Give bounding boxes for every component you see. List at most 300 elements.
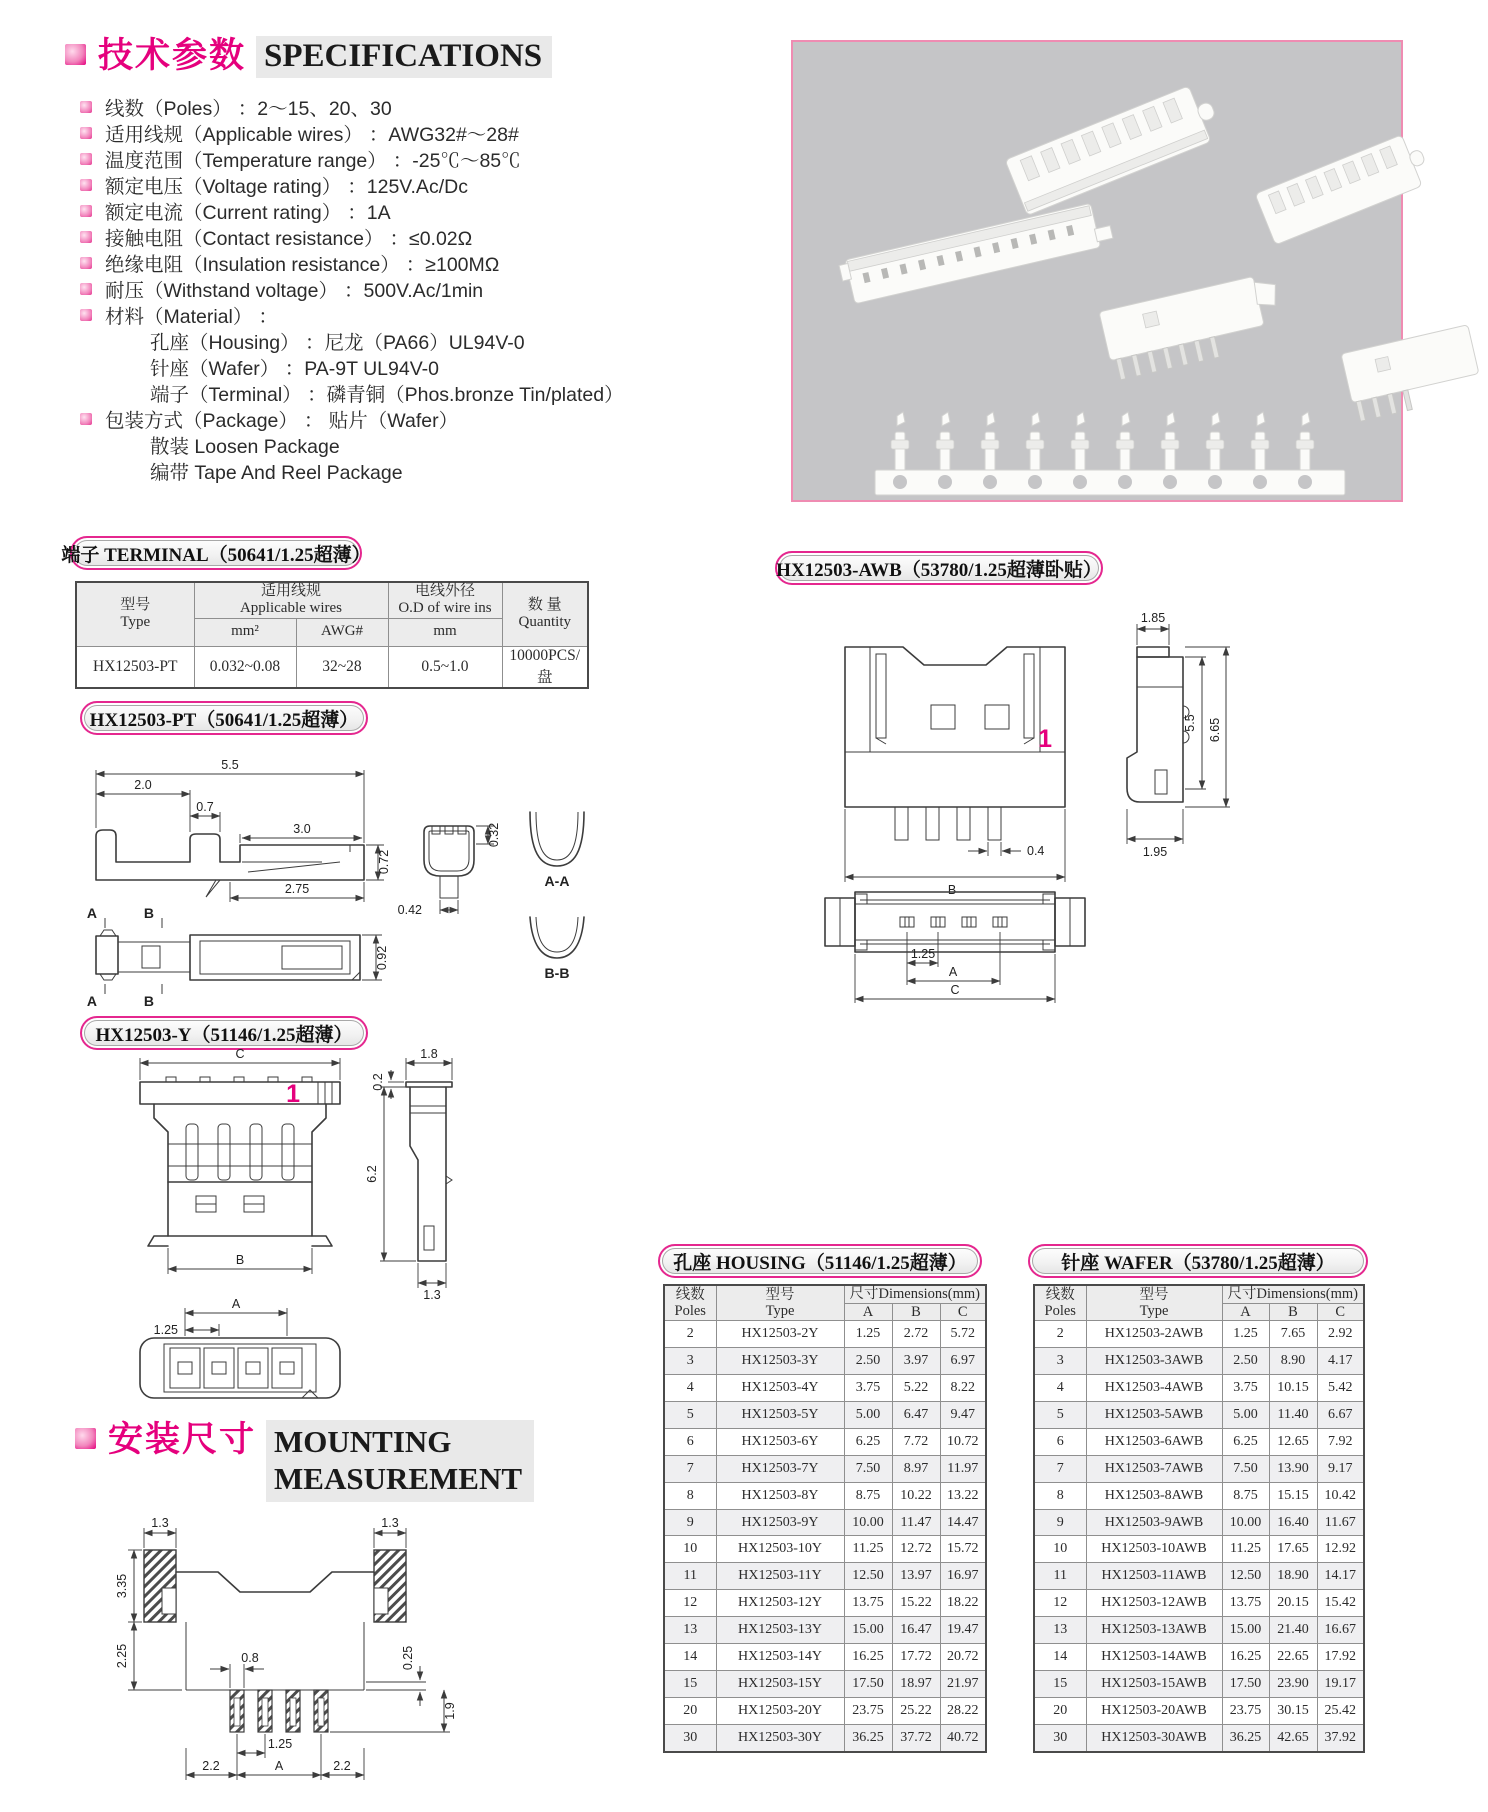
table-cell: 10.72 (940, 1428, 986, 1455)
y-dim-foot: 1.3 (423, 1288, 441, 1302)
pt-dim-tab: 0.7 (196, 800, 214, 814)
spec-value: ：AWG32#～28# (368, 124, 519, 146)
wafer-badge-label: 针座 WAFER（53780/1.25超薄） (1061, 1252, 1335, 1274)
spec-value: ：≤0.02Ω (389, 228, 473, 250)
table-cell: HX12503-15AWB (1086, 1670, 1222, 1697)
y-dim-B: B (235, 1253, 245, 1267)
table-row (1034, 1348, 1364, 1375)
housing-col-dims: 尺寸Dimensions(mm) (844, 1285, 986, 1303)
table-cell: HX12503-11AWB (1086, 1563, 1222, 1590)
table-cell: 12.72 (892, 1536, 940, 1563)
spec-item (80, 224, 720, 250)
table-cell: 10000PCS/盘 (502, 646, 588, 688)
terminal-table (75, 581, 589, 689)
table-row (1034, 1697, 1364, 1724)
pt-mark-b-top: B (143, 905, 154, 921)
housing-col-type-zh: 型号 (765, 1286, 795, 1303)
table-row (1034, 1455, 1364, 1482)
table-cell: 21.97 (940, 1670, 986, 1697)
wafer-col-poles-en: Poles (1044, 1303, 1076, 1320)
table-cell: 3 (1034, 1348, 1086, 1375)
pt-bottom-view (87, 905, 389, 1009)
table-cell: 6 (664, 1428, 716, 1455)
table-cell: 4 (1034, 1375, 1086, 1402)
table-cell: HX12503-13Y (716, 1617, 844, 1644)
table-cell: 13.97 (892, 1563, 940, 1590)
table-cell: 17.92 (1317, 1644, 1364, 1671)
table-cell: HX12503-8AWB (1086, 1482, 1222, 1509)
table-cell: 11.25 (1222, 1536, 1269, 1563)
table-cell: 20 (664, 1697, 716, 1724)
table-cell: 20.15 (1269, 1590, 1317, 1617)
spec-value: ：500V.Ac/1min (344, 280, 484, 302)
table-row (664, 1455, 986, 1482)
y-bottom-view (140, 1297, 340, 1398)
spec-sub-text: 孔座（Housing） ：尼龙（PA66）UL94V-0 (150, 332, 525, 354)
mounting-pads-top (144, 1550, 406, 1622)
y-dim-w: 1.8 (420, 1047, 438, 1061)
col-header-awg: AWG# (296, 618, 388, 646)
spec-label: 接触电阻（Contact resistance） (105, 228, 384, 250)
table-cell: HX12503-5Y (716, 1402, 844, 1429)
table-row (1034, 1509, 1364, 1536)
table-cell: 10 (1034, 1536, 1086, 1563)
pt-badge-label: HX12503-PT（50641/1.25超薄） (89, 709, 359, 731)
awb-front-view (845, 647, 1065, 897)
table-cell: 6.67 (1317, 1402, 1364, 1429)
housing-col-poles (664, 1285, 716, 1321)
awb-technical-drawing (700, 592, 1460, 1092)
table-cell: 10.22 (892, 1482, 940, 1509)
bullet-icon (80, 231, 92, 243)
awb-dim-h1: 5.5 (1183, 714, 1197, 732)
table-cell: 4.17 (1317, 1348, 1364, 1375)
spec-value: ：125V.Ac/Dc (347, 176, 468, 198)
table-cell: 16.47 (892, 1617, 940, 1644)
table-row (1034, 1402, 1364, 1429)
pt-section-bb (530, 917, 584, 981)
mounting-dim-h2: 2.25 (115, 1643, 129, 1669)
table-cell: HX12503-4AWB (1086, 1375, 1222, 1402)
table-cell: 2 (1034, 1321, 1086, 1348)
bullet-icon (80, 205, 92, 217)
table-row (1034, 1590, 1364, 1617)
awb-dim-C: C (950, 983, 960, 997)
spec-subitem (80, 458, 720, 484)
table-cell: 8.22 (940, 1375, 986, 1402)
table-cell: HX12503-10Y (716, 1536, 844, 1563)
mounting-dim-side-r: 2.2 (333, 1759, 351, 1773)
table-row (1034, 1536, 1364, 1563)
table-cell: 14 (664, 1644, 716, 1671)
spec-subitem (80, 354, 720, 380)
table-cell: 13.90 (1269, 1455, 1317, 1482)
table-cell: 5.00 (844, 1402, 892, 1429)
table-cell: 8 (1034, 1482, 1086, 1509)
wafer-col-type-zh: 型号 (1139, 1286, 1169, 1303)
table-row (664, 1670, 986, 1697)
bullet-icon (80, 283, 92, 295)
spec-item (80, 276, 720, 302)
table-cell: 6.97 (940, 1348, 986, 1375)
pt-dim-crimp-w: 0.42 (397, 903, 422, 917)
table-cell: 15.42 (1317, 1590, 1364, 1617)
table-cell: 5.22 (892, 1375, 940, 1402)
table-cell: 28.22 (940, 1697, 986, 1724)
table-cell: HX12503-30Y (716, 1724, 844, 1751)
table-cell: 16.97 (940, 1563, 986, 1590)
table-row (664, 1724, 986, 1751)
mounting-profile (176, 1572, 374, 1592)
table-cell: 11 (664, 1563, 716, 1590)
table-row (664, 1697, 986, 1724)
housing-badge-label: 孔座 HOUSING（51146/1.25超薄） (673, 1252, 967, 1274)
table-cell: 7 (1034, 1455, 1086, 1482)
wafer-col-poles-zh: 线数 (1045, 1286, 1075, 1303)
awb-dim-h2: 6.65 (1208, 717, 1222, 743)
wafer-table (1033, 1284, 1365, 1753)
table-cell: 30.15 (1269, 1697, 1317, 1724)
mounting-dim-pad-r: 1.3 (381, 1516, 399, 1530)
table-row (1034, 1724, 1364, 1751)
pt-dim-total: 5.5 (221, 758, 239, 772)
table-cell: 12.50 (844, 1563, 892, 1590)
housing-col-poles-en: Poles (674, 1303, 706, 1320)
spec-item (80, 146, 720, 172)
spec-label: 材料（Material） (105, 306, 253, 328)
table-cell: 17.65 (1269, 1536, 1317, 1563)
table-cell: 22.65 (1269, 1644, 1317, 1671)
table-cell: 19.47 (940, 1617, 986, 1644)
table-cell: 6.25 (1222, 1428, 1269, 1455)
awb-dim-B: B (947, 883, 957, 897)
product-photo (791, 40, 1403, 502)
col-header-od-zh: 电线外径 (414, 583, 475, 599)
table-cell: 7.65 (1269, 1321, 1317, 1348)
pt-mark-b-bottom: B (143, 993, 154, 1009)
mounting-pads-bottom (230, 1690, 328, 1732)
table-cell: 8.75 (844, 1482, 892, 1509)
table-cell: HX12503-15Y (716, 1670, 844, 1697)
table-cell: 10 (664, 1536, 716, 1563)
awb-bottom-view (825, 892, 1085, 1003)
mounting-drawing (115, 1508, 490, 1808)
table-cell: 16.40 (1269, 1509, 1317, 1536)
section-bullet-icon (75, 1428, 96, 1449)
table-row (664, 1509, 986, 1536)
mounting-title-en (266, 1420, 534, 1502)
spec-item (80, 250, 720, 276)
table-cell: HX12503-14AWB (1086, 1644, 1222, 1671)
table-row (1034, 1644, 1364, 1671)
pt-section-bb-label: B-B (544, 965, 570, 981)
col-header-type (76, 582, 194, 646)
spec-item (80, 94, 720, 120)
table-cell: 7.92 (1317, 1428, 1364, 1455)
table-cell: 9.47 (940, 1402, 986, 1429)
y-badge-label: HX12503-Y（51146/1.25超薄） (95, 1024, 353, 1046)
pt-section-aa-label: A-A (544, 873, 570, 889)
housing-table (663, 1284, 987, 1753)
table-row (1034, 1617, 1364, 1644)
table-cell: 18.90 (1269, 1563, 1317, 1590)
table-cell: HX12503-10AWB (1086, 1536, 1222, 1563)
table-cell: HX12503-8Y (716, 1482, 844, 1509)
table-cell: HX12503-13AWB (1086, 1617, 1222, 1644)
spec-item (80, 172, 720, 198)
table-cell: 6 (1034, 1428, 1086, 1455)
spec-label: 包装方式（Package） (105, 410, 298, 432)
table-cell: 5.72 (940, 1321, 986, 1348)
col-header-wires-en: Applicable wires (239, 600, 343, 617)
y-pins (168, 1124, 312, 1180)
housing-col-type-en: Type (765, 1303, 795, 1320)
mounting-dim-slot: 0.8 (241, 1651, 259, 1665)
table-row (664, 1402, 986, 1429)
table-row (664, 1482, 986, 1509)
table-cell: 23.75 (1222, 1697, 1269, 1724)
mounting-dim-ph: 1.9 (443, 1702, 457, 1720)
table-cell: 3.97 (892, 1348, 940, 1375)
table-row (664, 1428, 986, 1455)
col-header-wires-zh: 适用线规 (260, 583, 321, 599)
pt-dim-tail: 2.75 (284, 882, 310, 896)
spec-list (80, 94, 720, 484)
table-cell: HX12503-9AWB (1086, 1509, 1222, 1536)
table-row (1034, 1563, 1364, 1590)
wafer-badge (1028, 1244, 1368, 1278)
pt-technical-drawing (72, 740, 612, 1012)
bullet-icon (80, 127, 92, 139)
mounting-section-header (75, 1420, 534, 1502)
pt-mark-a-top: A (86, 905, 97, 921)
table-cell: HX12503-PT (76, 646, 194, 688)
table-row (664, 1321, 986, 1348)
table-row (1034, 1321, 1364, 1348)
col-header-mm2: mm² (194, 618, 296, 646)
spec-value: ： 贴片（Wafer） (303, 410, 459, 432)
table-cell: 11.40 (1269, 1402, 1317, 1429)
y-dim-plate: 0.2 (371, 1073, 385, 1091)
terminal-badge-label: 端子 TERMINAL（50641/1.25超薄） (61, 544, 371, 566)
pt-section-aa (530, 812, 584, 889)
table-cell: 20 (1034, 1697, 1086, 1724)
awb-dim-pitch: 1.25 (910, 947, 936, 961)
table-row (1034, 1482, 1364, 1509)
spec-label: 额定电压（Voltage rating） (105, 176, 342, 198)
table-row (664, 1563, 986, 1590)
table-cell: 14.17 (1317, 1563, 1364, 1590)
mounting-title-en1: MOUNTING (274, 1424, 452, 1459)
pt-badge (80, 701, 368, 735)
y-badge (80, 1016, 368, 1050)
table-cell: 7.50 (844, 1455, 892, 1482)
spec-section-header (65, 36, 552, 78)
table-cell: HX12503-2Y (716, 1321, 844, 1348)
table-cell: HX12503-6Y (716, 1428, 844, 1455)
table-cell: 42.65 (1269, 1724, 1317, 1751)
table-cell: 15.00 (1222, 1617, 1269, 1644)
table-cell: 2.72 (892, 1321, 940, 1348)
pt-dim-bottom-h: 0.92 (375, 945, 389, 971)
table-cell: HX12503-3Y (716, 1348, 844, 1375)
table-cell: 8 (664, 1482, 716, 1509)
table-row (1034, 1428, 1364, 1455)
spec-value: ：≥100MΩ (405, 254, 500, 276)
table-row (664, 1644, 986, 1671)
mounting-dim-off: 0.25 (401, 1645, 415, 1671)
spec-label: 绝缘电阻（Insulation resistance） (105, 254, 400, 276)
pt-dim-box: 3.0 (293, 822, 311, 836)
table-cell: 11.67 (1317, 1509, 1364, 1536)
table-cell: 2.92 (1317, 1321, 1364, 1348)
wafer-col-type (1086, 1285, 1222, 1321)
table-cell: 2.50 (844, 1348, 892, 1375)
table-cell: 10.00 (844, 1509, 892, 1536)
spec-sub-text: 针座（Wafer） ：PA-9T UL94V-0 (150, 358, 439, 380)
spec-label: 温度范围（Temperature range） (105, 150, 387, 172)
y-note-1: 1 (286, 1080, 300, 1108)
table-cell: 16.67 (1317, 1617, 1364, 1644)
table-cell: 18.22 (940, 1590, 986, 1617)
col-header-qty (502, 582, 588, 646)
bullet-icon (80, 153, 92, 165)
spec-subitem (80, 328, 720, 354)
table-cell: 5 (664, 1402, 716, 1429)
table-cell: 1.25 (844, 1321, 892, 1348)
pt-mark-a-bottom: A (86, 993, 97, 1009)
housing-col-a: A (844, 1303, 892, 1321)
wafer-col-a: A (1222, 1303, 1269, 1321)
table-cell: 11.47 (892, 1509, 940, 1536)
y-cells (170, 1348, 302, 1388)
table-cell: HX12503-20AWB (1086, 1697, 1222, 1724)
table-cell: 10.42 (1317, 1482, 1364, 1509)
table-cell: 5.00 (1222, 1402, 1269, 1429)
housing-col-poles-zh: 线数 (675, 1286, 705, 1303)
table-cell: 15 (664, 1670, 716, 1697)
spec-subitem (80, 380, 720, 406)
table-cell: 15 (1034, 1670, 1086, 1697)
table-cell: 16.25 (1222, 1644, 1269, 1671)
table-cell: 7.50 (1222, 1455, 1269, 1482)
table-cell: 20.72 (940, 1644, 986, 1671)
table-cell: 14.47 (940, 1509, 986, 1536)
table-cell: 17.50 (844, 1670, 892, 1697)
table-cell: 25.22 (892, 1697, 940, 1724)
wafer-col-dims: 尺寸Dimensions(mm) (1222, 1285, 1364, 1303)
y-dim-A: A (231, 1297, 241, 1311)
table-cell: 25.42 (1317, 1697, 1364, 1724)
table-cell: HX12503-4Y (716, 1375, 844, 1402)
spec-label: 线数（Poles） (105, 98, 232, 120)
mounting-dim-pitch: 1.25 (267, 1737, 293, 1751)
table-cell: 12 (664, 1590, 716, 1617)
mounting-dim-side-l: 2.2 (202, 1759, 220, 1773)
table-cell: 23.75 (844, 1697, 892, 1724)
wafer-col-c: C (1317, 1303, 1364, 1321)
spec-item (80, 406, 720, 432)
bullet-icon (80, 257, 92, 269)
table-cell: 2.50 (1222, 1348, 1269, 1375)
spec-label: 耐压（Withstand voltage） (105, 280, 339, 302)
table-cell: 12 (1034, 1590, 1086, 1617)
spec-title-en: SPECIFICATIONS (256, 36, 552, 78)
spec-sub-text: 散装 Loosen Package (150, 436, 340, 458)
table-cell: 16.25 (844, 1644, 892, 1671)
table-row (664, 1348, 986, 1375)
y-dim-h: 6.2 (365, 1165, 379, 1183)
table-cell: HX12503-7Y (716, 1455, 844, 1482)
bullet-icon (80, 413, 92, 425)
table-cell: HX12503-12AWB (1086, 1590, 1222, 1617)
table-cell: 37.92 (1317, 1724, 1364, 1751)
wafer-col-b: B (1269, 1303, 1317, 1321)
spec-value: ：2～15、20、30 (237, 98, 392, 120)
wafer-col-type-en: Type (1139, 1303, 1169, 1320)
table-cell: 8.97 (892, 1455, 940, 1482)
col-header-qty-zh: 数 量 (527, 597, 562, 613)
spec-value: ：1A (347, 202, 391, 224)
awb-dim-top: 1.85 (1140, 611, 1166, 625)
table-cell: 21.40 (1269, 1617, 1317, 1644)
table-cell: 13 (664, 1617, 716, 1644)
table-cell: 0.5~1.0 (388, 646, 502, 688)
table-cell: 15.15 (1269, 1482, 1317, 1509)
table-cell: 23.90 (1269, 1670, 1317, 1697)
table-cell: 19.17 (1317, 1670, 1364, 1697)
col-header-od-en: O.D of wire ins (398, 600, 492, 617)
table-cell: 40.72 (940, 1724, 986, 1751)
table-cell: 14 (1034, 1644, 1086, 1671)
table-cell: HX12503-30AWB (1086, 1724, 1222, 1751)
awb-side-view (1127, 611, 1230, 859)
table-row (76, 646, 588, 688)
mounting-title-zh: 安装尺寸 (108, 1420, 257, 1459)
table-cell: 30 (664, 1724, 716, 1751)
spec-sub-text: 端子（Terminal） ：磷青铜（Phos.bronze Tin/plated） (150, 384, 624, 406)
table-cell: 37.72 (892, 1724, 940, 1751)
table-cell: 4 (664, 1375, 716, 1402)
spec-value: ：-25℃～85℃ (392, 150, 521, 172)
spec-item (80, 198, 720, 224)
spec-value: ： (258, 306, 278, 328)
table-cell: 6.25 (844, 1428, 892, 1455)
table-cell: 10.00 (1222, 1509, 1269, 1536)
table-cell: HX12503-9Y (716, 1509, 844, 1536)
table-cell: 3.75 (1222, 1375, 1269, 1402)
col-header-qty-en: Quantity (518, 614, 571, 631)
housing-col-type (716, 1285, 844, 1321)
table-row (1034, 1670, 1364, 1697)
table-cell: 10.15 (1269, 1375, 1317, 1402)
mounting-title-en2: MEASUREMENT (274, 1461, 523, 1496)
spec-title-zh: 技术参数 (98, 36, 247, 75)
table-cell: 9 (1034, 1509, 1086, 1536)
pt-dim-boxh: 0.72 (377, 849, 391, 875)
spec-item (80, 120, 720, 146)
mounting-dim-A: A (274, 1759, 284, 1773)
bullet-icon (80, 309, 92, 321)
y-side-view (365, 1047, 452, 1302)
table-cell: 12.92 (1317, 1536, 1364, 1563)
table-cell: 7 (664, 1455, 716, 1482)
col-header-mm: mm (388, 618, 502, 646)
table-cell: 5.42 (1317, 1375, 1364, 1402)
pt-dim-wing: 2.0 (134, 778, 152, 792)
housing-badge (658, 1244, 982, 1278)
table-cell: 13.75 (1222, 1590, 1269, 1617)
